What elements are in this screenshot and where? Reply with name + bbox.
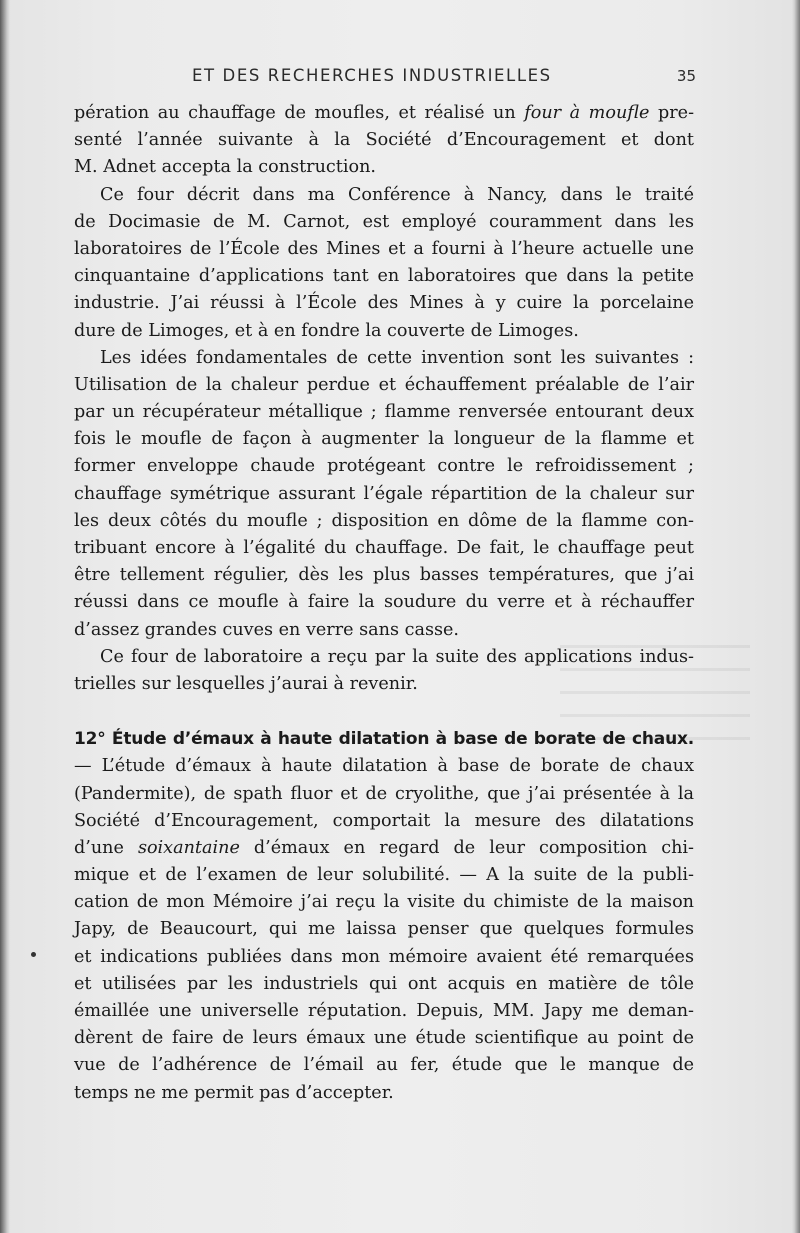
text-line: d’assez grandes cuves en verre sans casse.	[74, 619, 460, 640]
paragraph-4	[74, 644, 694, 698]
text-line: chauffage symétrique assurant l’égale répartition de la chaleur sur	[74, 483, 694, 504]
paragraph-1	[74, 100, 694, 182]
text-line: temps ne me permit pas d’accepter.	[74, 1082, 394, 1103]
text-line: trielles sur lesquelles j’aurai à revenir.	[74, 673, 418, 694]
margin-dot	[31, 952, 36, 957]
text-line: — L’étude d’émaux à haute dilatation à base de borate de chaux	[74, 756, 694, 777]
text-line: Ce four décrit dans ma Conférence à Nancy, dans le traité	[100, 184, 694, 205]
text-line: fois le moufle de façon à augmenter la longueur de la flamme et	[74, 429, 694, 450]
text-line: cinquantaine d’applications tant en laboratoires que dans la petite	[74, 266, 694, 287]
emphasis-soixantaine: soixantaine	[137, 837, 240, 858]
emphasis-four-a-moufle: four à moufle	[524, 103, 650, 123]
text-line: tribuant encore à l’égalité du chauffage. De fait, le chauffage peut	[74, 538, 694, 558]
text-line: émaillée une universelle réputation. Depuis, MM. Japy me deman-	[74, 1001, 694, 1021]
page-number: 35	[676, 67, 696, 85]
text-line: industrie. J’ai réussi à l’École des Mines à y cuire la porcelaine	[74, 293, 694, 314]
text-line: Japy, de Beaucourt, qui me laissa penser que quelques formules	[74, 919, 694, 940]
text-line: être tellement régulier, dès les plus basses températures, que j’ai	[74, 565, 694, 586]
section-heading: 12° Étude d’émaux à haute dilatation à base de borate de chaux.	[74, 729, 694, 750]
paragraph-2	[74, 182, 694, 345]
text-line: les deux côtés du moufle ; disposition en dôme de la flamme con-	[74, 510, 694, 531]
page-header	[76, 66, 696, 94]
text-line: dèrent de faire de leurs émaux une étude scientifique au point de	[74, 1028, 694, 1049]
page-body	[74, 100, 694, 1107]
text-line: (Pandermite), de spath fluor et de cryolithe, que j’ai présentée à la	[74, 783, 694, 804]
text-line: vue de l’adhérence de l’émail au fer, étude que le manque de	[74, 1055, 694, 1076]
text-line: former enveloppe chaude protégeant contre le refroidissement ;	[74, 456, 694, 477]
text-line: M. Adnet accepta la construction.	[74, 157, 376, 178]
text-line: Utilisation de la chaleur perdue et échauffement préalable de l’air	[74, 374, 694, 395]
text-line: Ce four de laboratoire a reçu par la suite des applications indus-	[100, 646, 694, 667]
text-line: par un récupérateur métallique ; flamme renversée entourant deux	[74, 402, 694, 423]
text-line: senté l’année suivante à la Société d’Encouragement et dont	[74, 130, 694, 151]
text-line: et indications publiées dans mon mémoire avaient été remarquées	[74, 946, 694, 967]
text-line: mique et de l’examen de leur solubilité. — A la suite de la publi-	[74, 865, 694, 886]
section-gap	[74, 698, 694, 726]
text-line: laboratoires de l’École des Mines et a fourni à l’heure actuelle une	[74, 238, 694, 259]
page-edge-right	[792, 0, 800, 1233]
text-line: dure de Limoges, et à en fondre la couverte de Limoges.	[74, 320, 579, 341]
text-line: cation de mon Mémoire j’ai reçu la visite du chimiste de la maison	[74, 892, 694, 913]
page-edge-left	[0, 0, 10, 1233]
section-12	[74, 726, 694, 1107]
running-title: ET DES RECHERCHES INDUSTRIELLES	[192, 66, 552, 85]
text-line: pération au chauffage de moufles, et réalisé un four à moufle pre-	[74, 103, 695, 123]
text-line: Société d’Encouragement, comportait la mesure des dilatations	[74, 810, 694, 831]
text-line: d’une soixantaine d’émaux en regard de leur composition chi-	[74, 837, 694, 858]
text-line: réussi dans ce moufle à faire la soudure du verre et à réchauffer	[74, 592, 694, 613]
text-line: de Docimasie de M. Carnot, est employé couramment dans les	[74, 211, 694, 232]
paragraph-3	[74, 345, 694, 644]
text-line: Les idées fondamentales de cette invention sont les suivantes :	[100, 347, 694, 368]
text-line: et utilisées par les industriels qui ont acquis en matière de tôle	[74, 973, 694, 994]
